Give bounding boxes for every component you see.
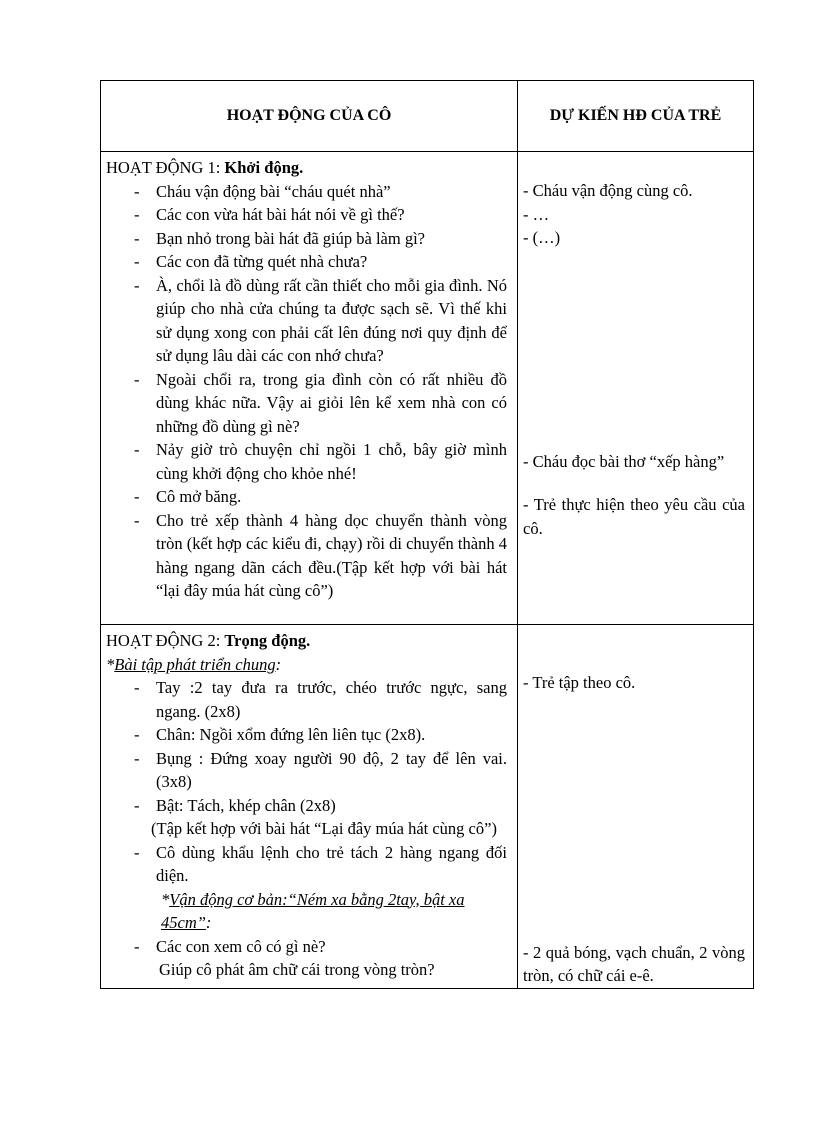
section-2-child-cell — [518, 625, 754, 989]
section-2-list-b — [106, 841, 507, 888]
list-item: - Bụng : Đứng xoay người 90 độ, 2 tay để lên vai. (3x8) — [106, 747, 507, 794]
child-response: - 2 quả bóng, vạch chuẩn, 2 vòng tròn, có chữ cái e-ê. — [523, 942, 745, 985]
list-item: - Các con vừa hát bài hát nói về gì thế? — [106, 203, 507, 227]
section-1-row — [101, 152, 754, 625]
list-item: - Bật: Tách, khép chân (2x8) — [106, 794, 507, 818]
child-response: - … — [523, 204, 550, 224]
section-2-title: HOẠT ĐỘNG 2: Trọng động. — [106, 631, 311, 650]
section-1-title: HOẠT ĐỘNG 1: Khởi động. — [106, 158, 304, 177]
header-child-activity: DỰ KIẾN HĐ CỦA TRẺ — [518, 81, 754, 152]
exercise-note: (Tập kết hợp với bài hát “Lại đây múa hát cùng cô”) — [151, 819, 497, 838]
section-2-list — [106, 676, 507, 817]
list-item: - À, chổi là đồ dùng rất cần thiết cho mỗi gia đình. Nó giúp cho nhà cửa chúng ta được sạch sẽ. Vì thế khi sử dụng xong con phải cất lên đúng nơi quy định để sử dụng lâu dài các con nhớ chưa? — [106, 274, 507, 368]
header-teacher-activity: HOẠT ĐỘNG CỦA CÔ — [101, 81, 518, 152]
list-item: - Ngoài chổi ra, trong gia đình còn có rất nhiều đồ dùng khác nữa. Vậy ai giỏi lên kể xem nhà con có những đồ dùng gì nè? — [106, 368, 507, 439]
child-response: - Trẻ tập theo cô. — [523, 673, 636, 692]
activity-table — [100, 80, 754, 989]
child-response: - Trẻ thực hiện theo yêu cầu của cô. — [523, 495, 745, 538]
list-item: - Nảy giờ trò chuyện chỉ ngồi 1 chỗ, bây giờ mình cùng khởi động cho khỏe nhé! — [106, 438, 507, 485]
section-1-teacher-cell — [101, 152, 518, 625]
child-response: - Cháu vận động cùng cô. — [523, 181, 693, 200]
section-2-row — [101, 625, 754, 989]
section-2-teacher-cell — [101, 625, 518, 989]
subheading-general-exercise: *Bài tập phát triển chung: — [106, 654, 282, 674]
child-response: - Cháu đọc bài thơ “xếp hàng” — [523, 451, 725, 471]
list-item-continuation: Giúp cô phát âm chữ cái trong vòng tròn? — [159, 960, 435, 979]
list-item: - Cho trẻ xếp thành 4 hàng dọc chuyển thành vòng tròn (kết hợp các kiểu đi, chạy) rồi di chuyển thành 4 hàng ngang dãn cách đều.(Tập kết hợp với bài hát “lại đây múa hát cùng cô”) — [106, 509, 507, 603]
list-item: - Cháu vận động bài “cháu quét nhà” — [106, 180, 507, 204]
list-item: - Cô mở băng. — [106, 485, 507, 509]
table-header-row — [101, 81, 754, 152]
list-item: - Tay :2 tay đưa ra trước, chéo trước ngực, sang ngang. (2x8) — [106, 676, 507, 723]
section-2-list-c — [106, 935, 507, 959]
list-item: - Bạn nhỏ trong bài hát đã giúp bà làm gì? — [106, 227, 507, 251]
child-response: - (…) — [523, 228, 561, 247]
list-item: - Cô dùng khẩu lệnh cho trẻ tách 2 hàng ngang đối diện. — [106, 841, 507, 888]
list-item: - Các con xem cô có gì nè? — [106, 935, 507, 959]
list-item: - Các con đã từng quét nhà chưa? — [106, 250, 507, 274]
subheading-basic-movement: *Vận động cơ bản:“Ném xa bằng 2tay, bật xa 45cm”: — [161, 889, 465, 932]
list-item: - Chân: Ngồi xổm đứng lên liên tục (2x8). — [106, 723, 507, 747]
section-1-child-cell — [518, 152, 754, 625]
section-1-list — [106, 180, 507, 603]
